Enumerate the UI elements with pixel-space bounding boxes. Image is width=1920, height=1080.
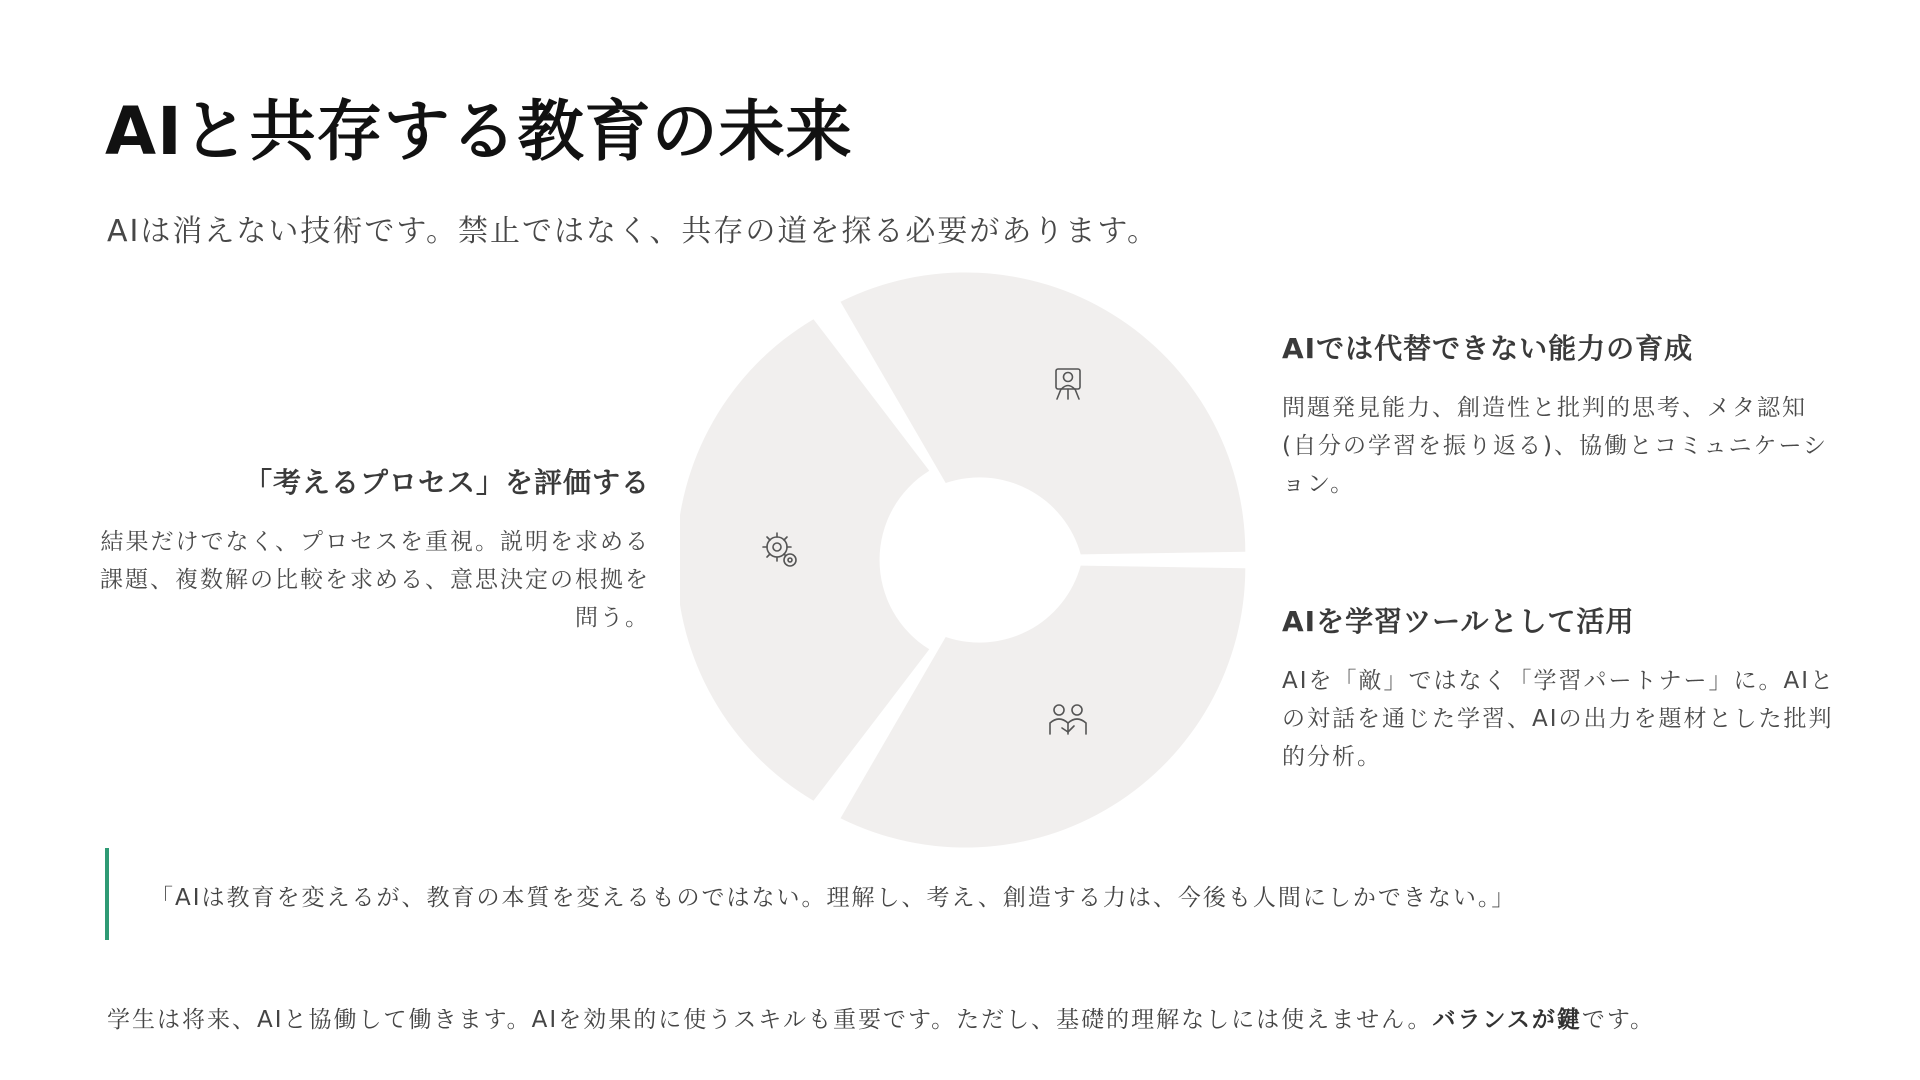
- page-title: AIと共存する教育の未来: [105, 93, 853, 170]
- section-heading: 「考えるプロセス」を評価する: [243, 466, 650, 499]
- section-body: 問題発見能力、創造性と批判的思考、メタ認知(自分の学習を振り返る)、協働とコミュニケーション。: [1282, 395, 1829, 497]
- section-body: AIを「敵」ではなく「学習パートナー」に。AIとの対話を通じた学習、AIの出力を題材とした批判的分析。: [1282, 668, 1836, 770]
- page-subtitle: AIは消えない技術です。禁止ではなく、共存の道を探る必要があります。: [107, 214, 1159, 249]
- footer-note: [107, 1001, 1655, 1034]
- section-heading: AIでは代替できない能力の育成: [1282, 332, 1694, 365]
- section-irreplaceable-skills: [1282, 327, 1842, 503]
- quote-text: 「AIは教育を変えるが、教育の本質を変えるものではない。理解し、考え、創造する力は、今後も人間にしかできない。」: [150, 885, 1517, 911]
- footer-emphasis: バランスが鍵: [1432, 1007, 1582, 1033]
- segment-left: [680, 319, 929, 801]
- cycle-donut-diagram: [680, 260, 1280, 860]
- footer-suffix: です。: [1581, 1007, 1655, 1033]
- segment-bottom: [841, 566, 1246, 848]
- donut-segments: [680, 272, 1245, 847]
- section-body: 結果だけでなく、プロセスを重視。説明を求める課題、複数解の比較を求める、意思決定の根拠を問う。: [100, 529, 650, 631]
- quote-accent-bar: [105, 848, 109, 940]
- footer-text: 学生は将来、AIと協働して働きます。AIを効果的に使うスキルも重要です。ただし、基礎的理解なしには使えません。: [107, 1007, 1433, 1033]
- segment-top: [841, 272, 1246, 554]
- section-heading: AIを学習ツールとして活用: [1282, 605, 1635, 638]
- section-ai-as-tool: [1282, 600, 1842, 776]
- section-process-evaluation: [100, 461, 650, 637]
